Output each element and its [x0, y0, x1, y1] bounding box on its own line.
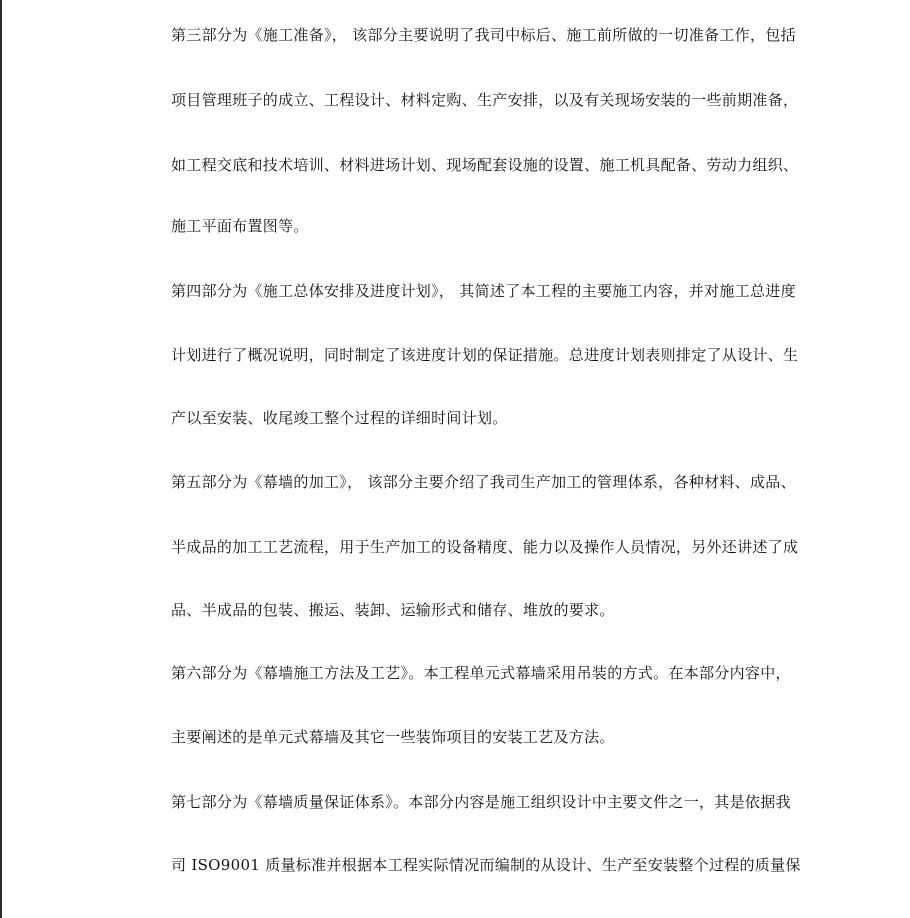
- text-line: 第七部分为《幕墙质量保证体系》。本部分内容是施工组织设计中主要文件之一，其是依据我: [171, 793, 791, 811]
- text-line: 第六部分为《幕墙施工方法及工艺》。本工程单元式幕墙采用吊装的方式。在本部分内容中，: [171, 664, 791, 682]
- text-line: 第三部分为《施工准备》， 该部分主要说明了我司中标后、施工前所做的一切准备工作，包括: [171, 26, 796, 44]
- text-line: 如工程交底和技术培训、材料进场计划、现场配套设施的设置、施工机具配备、劳动力组织、: [171, 156, 799, 174]
- text-line: 产以至安装、收尾竣工整个过程的详细时间计划。: [171, 409, 508, 427]
- text-line: 半成品的加工工艺流程，用于生产加工的设备精度、能力以及操作人员情况，另外还讲述了成: [171, 538, 799, 556]
- text-line: 计划进行了概况说明，同时制定了该进度计划的保证措施。总进度计划表则排定了从设计、生: [171, 346, 799, 364]
- text-line: 第五部分为《幕墙的加工》， 该部分主要介绍了我司生产加工的管理体系，各种材料、成品、: [171, 473, 796, 491]
- page-left-border: [0, 0, 2, 918]
- text-line: 品、半成品的包装、搬运、装卸、运输形式和储存、堆放的要求。: [171, 601, 615, 619]
- text-line: 司 ISO9001 质量标准并根据本工程实际情况而编制的从设计、生产至安装整个过程的质量保: [171, 856, 801, 874]
- text-line: 项目管理班子的成立、工程设计、材料定购、生产安排，以及有关现场安装的一些前期准备，: [171, 91, 799, 109]
- text-line: 第四部分为《施工总体安排及进度计划》， 其简述了本工程的主要施工内容，并对施工总进度: [171, 282, 796, 300]
- text-line: 主要阐述的是单元式幕墙及其它一些装饰项目的安装工艺及方法。: [171, 728, 615, 746]
- text-line: 施工平面布置图等。: [171, 217, 309, 235]
